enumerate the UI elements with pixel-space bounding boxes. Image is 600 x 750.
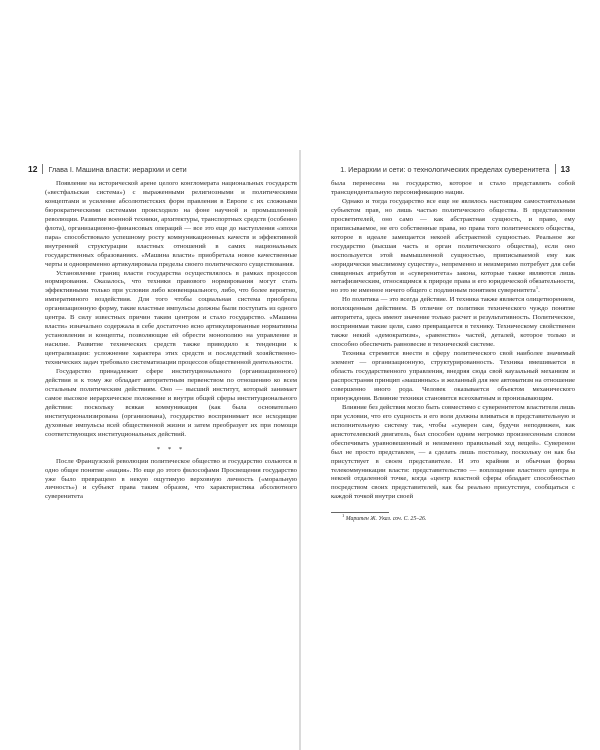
book-gutter (299, 150, 301, 750)
footnote-number: 1 (342, 512, 345, 518)
running-head-divider (42, 164, 43, 174)
left-paragraph-2: Установление границ власти государства осуществлялось в рамках процессов нормирования. Оказалось, что техники правового нормирования могут стать эффективными только при условии либо конвенциального, либо, что более вероятно, императивного воздействия. Для того чтобы социальная система приобрела организационную форму, такие властные импульсы должны были поступать из одного центра. В силу известных причин таким центром и стало государство. «Машина власти» изначально содержала в себе достаточно ясно артикулированные нормативны установлении и концепты, позволяющие ей обрести монополию на управление и насилие. Развитие технических средств также приводило к тенденции к централизации: усложнение характера этих средств и последствий хозяйственно-технических задач требовало систематизации процессов общественной деятельности. (45, 269, 297, 367)
left-paragraph-1: Появление на исторической арене целого конгломерата национальных государств («вестфальская система») с выраженными религиозными и политическими концептами и усиление абсолютистских форм правления в Европе с их сложными бюрократическими системами происходило на фоне научной и промышленной революции. Развитие военной техники, архитектуры, транспортных средств (особенно флота), организационно-финансовых операций — все это еще до наступления «эпохи пара» способствовало успешному росту коммуникационных качеств и эффективной внутренней структурации властных отношений в самих национальных государственных образованиях. «Машина власти» приобретала новое качественные черты и одновременно артикулировала пределы своего политического существования. (45, 180, 297, 268)
footnote-reference[interactable]: 1 (535, 285, 539, 291)
footnote-rule (331, 512, 389, 513)
right-page-number: 13 (560, 164, 570, 174)
left-running-head (28, 163, 187, 175)
right-paragraph-5: Влияние без действия могло быть совместимо с суверенитетом властителя лишь при условии, что его сущность и его воля должны вливаться в представительную и исполнительную систему так, чтобы «суверен сам, будучи неподвижен, как аристотелевский двигатель, был способен одним негромко произнесенным словом обеспечивать уравновешенный и неизменно правильный ход вещей». Суверенон был не просто представлен, — а сделать лишь постольку, поскольку он как бы присутствует в своем представителе. И это крайняя и обычная форма телекоммуникации власти: представительство — воплощение властного центра в некоей отдаленной точке, когда «центр властной сферы обладает способностью посредством своих представителей, как бы реально присутствуя, сообщаться с каждой точкой внутри своей (331, 403, 575, 501)
left-paragraph-4: После Французской революции политическое общество и государство сольются в одно общее понятие «нация». Но еще до этого философами Просвещения государство уже было превращено в некую ощутимую верховную личность («моральную личность») и субъект права таким образом, что характеристика абсолютного суверенитета (45, 457, 297, 501)
running-head-divider (555, 164, 556, 174)
footnote (331, 512, 575, 524)
right-chapter-title: 1. Иерархии и сети: о технологических пределах суверенитета (340, 164, 550, 174)
left-chapter-title: Глава I. Машина власти: иерархии и сети (48, 164, 187, 174)
right-paragraph-1: была перенесена на государство, которое и стало представлять собой трансцендентальную персонификацию нации. (331, 180, 575, 196)
footnote-text: Маритен Ж. Указ. соч. С. 25–26. (345, 515, 427, 522)
right-running-head (340, 163, 570, 175)
right-paragraph-3: Но политика — это всегда действие. И техника также является олицетворением, воплощенным действием. В отличие от политики технического чуждо понятие авторитета, здесь имеют значение только расчет и результативность. Политическое, воспринимая такие цели, само превращается в технику. Техническому свойственен также некий «демократизм», «равенство» частей, деталей, которое только и способно обеспечить равновесие в технической системе. (331, 296, 575, 349)
left-page-number: 12 (28, 164, 38, 174)
left-paragraph-3: Государство принадлежит сфере институционального (организационного) действия и к тому же обладает авторитетным первенством по отношению ко всем остальным политическим действиям. Оно — высший институт, который занимает самое высокое иерархическое положение и внутри общей сферы институционального действия: поскольку всякая коммуникация (как была основательно институционализирована (организована), государство воспринимает все исходящие духовные импульсы всей общественной жизни и затем преобразует их при помощи соответствующих институциональных действий. (45, 368, 297, 438)
right-paragraph-2-text: Однако и тогда государство все еще не являлось настоящим самостоятельным субъектом прав, но лишь частью политического общества. В представлении просветителей, оно само — как абстрактная сущность, и право, ему приписываемое, не его собственные права, но права того политического общества, которое в идеале замещается некоей абстрактной сущностью. Реальное же государство (высшая часть и орган политического общества), если оно воспользуется этой вымышленной сущностью, приписываемой ему как «юридически мыслимому существу», непременно и неизмеримо потребует для себя священных атрибутов и «суверенитета» закона, которые также являются лишь метафизическим, относящимся к природе права и его юридической обязательности, но это не именное ничего общего с подлинным понятием суверенитета (331, 197, 575, 295)
left-page-body (45, 180, 297, 502)
right-paragraph-2: Однако и тогда государство все еще не являлось настоящим самостоятельным субъектом прав, но лишь частью политического общества. В представлении просветителей, оно само — как абстрактная сущность, и право, ему приписываемое, не его собственные права, но права того политического общества, которое в идеале замещается некоей абстрактной сущностью. Реальное же государство (высшая часть и орган политического общества), если оно воспользуется этой вымышленной сущностью, приписываемой ему как «юридически мыслимому существу», непременно и неизмеримо потребует для себя священных атрибутов и «суверенитета» закона, которые также являются лишь метафизическим, относящимся к природе права и его юридической обязательности, но это не именное ничего общего с подлинным понятием суверенитета$^1$. (331, 197, 575, 295)
right-paragraph-4: Техника стремится внести в сферу политического свой наиболее значимый элемент — организационную, структурированность. Техника вмешивается в область государственного управления, внедряя сюда свой каузальный механизм и распространяя принцип «машинных» и желанный для нее автоматизм на отношение совершенно иного рода. Человек оказывается объектом механического принуждения. Влияние техники становится всеохватным и пронизывающим. (331, 350, 575, 402)
right-page-body (331, 180, 575, 523)
section-separator: * * * (156, 445, 186, 453)
